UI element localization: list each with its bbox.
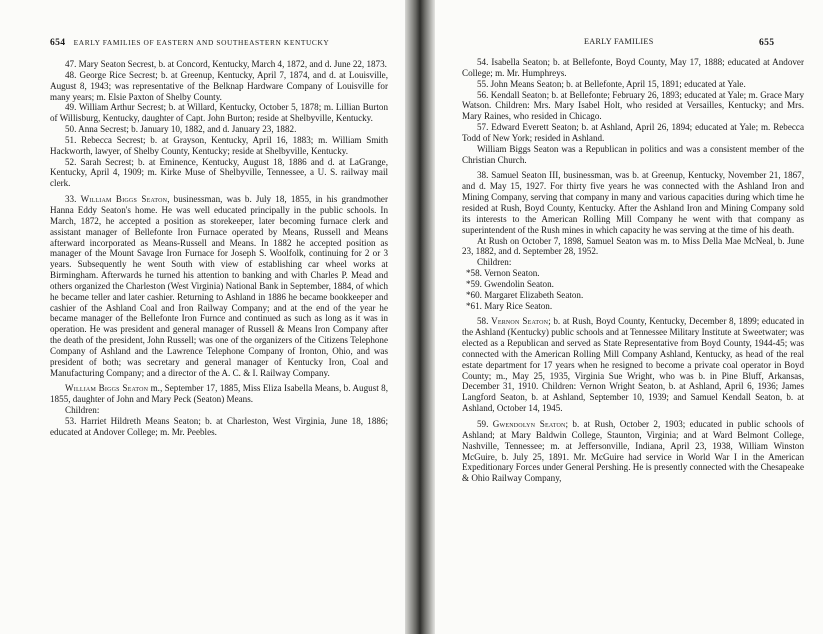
left-page-number: 654 <box>50 37 66 48</box>
children-list <box>462 268 804 311</box>
paragraph-58-name: Vernon Seaton <box>491 316 549 327</box>
paragraph-58-number: 58. <box>477 316 489 327</box>
paragraph-38: 38. Samuel Seaton III, businessman, was b. at Greenup, Kentucky, November 21, 1867, and d. May 15, 1927. For thirty five years he was connected with the Ashland Iron and Mining Company, serving that company in many and various capacities during which time he resided at Rush, Boyd County, Kentucky. After the Ashland Iron and Mining Company sold its interests to the American Rolling Mill Company he went with that company as superintendent of the Rush mines in which capacity he was serving at the time of his death. <box>462 170 804 235</box>
right-running-head: EARLY FAMILIES <box>584 37 654 46</box>
left-page <box>0 0 406 634</box>
marriage-rush-paragraph: At Rush on October 7, 1898, Samuel Seaton was m. to Miss Della Mae McNeal, b. June 23, 1882, and d. September 28, 1952. <box>462 235 804 257</box>
paragraph-51: 51. Rebecca Secrest; b. at Grayson, Kentucky, April 16, 1883; m. William Smith Hackworth, lawyer, of Shelby County, Kentucky; reside at Shelbyville, Kentucky. <box>50 134 388 156</box>
paragraph-53: 53. Harriet Hildreth Means Seaton; b. at Charleston, West Virginia, June 18, 1886; educated at Andover College; m. Mr. Peebles. <box>50 416 388 437</box>
right-page-number: 655 <box>759 37 775 48</box>
paragraph-56: 56. Kendall Seaton; b. at Bellefonte; February 26, 1893; educated at Yale; m. Grace Mary Watson. Children: Mrs. Mary Isabel Holt, who resided at Versailles, Kentucky; and Mrs. Mary Raines, who resided in Chicago. <box>462 89 804 122</box>
book-gutter <box>405 0 435 634</box>
paragraph-49: 49. William Arthur Secrest; b. at Willard, Kentucky, October 5, 1878; m. Lillian Burton of Willisburg, Kentucky, daughter of Capt. John Burton; reside at Shelbyville, Kentucky. <box>50 102 388 124</box>
paragraph-57: 57. Edward Everett Seaton; b. at Ashland, April 26, 1894; educated at Yale; m. Rebecca Todd of New York; resided in Ashland. <box>462 122 804 143</box>
left-page-header <box>50 37 329 48</box>
paragraph-55: 55. John Means Seaton; b. at Bellefonte, April 15, 1891; educated at Yale. <box>477 78 746 89</box>
paragraph-54: 54. Isabella Seaton; b. at Bellefonte, Boyd County, May 17, 1888; educated at Andover College; m. Mr. Humphreys. <box>462 57 804 78</box>
list-item: *61. Mary Rice Seaton. <box>466 300 553 311</box>
politics-paragraph: William Biggs Seaton was a Republican in politics and was a consistent member of the Christian Church. <box>462 143 804 165</box>
marriage-paragraph <box>50 383 388 405</box>
paragraph-33-number: 33. <box>65 194 77 205</box>
paragraph-33-body: , businessman, was b. July 18, 1855, in his grandmother Hanna Eddy Seaton's home. He was well educated principally in the public schools. In March, 1872, he accepted a position as storekeeper, later becoming furnace clerk and assistant manager of Bellefonte Iron Furnace operated by Means, Russell and Means afterward incorporated as Means-Russell and Means. In 1882 he accepted position as manager of the Mount Savage Iron Furnace for Joseph S. Woolfolk, continuing for 2 or 3 years. Subsequently he went South with view of establishing car wheel works at Birmingham. Afterwards he turned his attention to banking and with Charles P. Mead and others organized the Charleston (West Virginia) National Bank in September, 1884, of which he became teller and later cashier. Returning to Ashland in 1886 he became bookkeeper and cashier of the Ashland Coal and Iron Railway Company; and at the end of the year he became manager of the Bellefonte Iron Furnce and continued as such as long as it was in operation. He was president and general manager of Russell & Means Iron Company after the death of the president, John Russell; was one of the organizers of the Citizens Telephone Company of Ashland and the Lawrence Telephone Company of Ironton, Ohio, and was president of both; was secretary and general manager of Kentucky Iron, Coal and Manufacturing Company; and a director of the A. C. & I. Railway Company. <box>50 194 388 378</box>
list-item: *60. Margaret Elizabeth Seaton. <box>466 289 584 300</box>
paragraph-58 <box>462 316 804 414</box>
paragraph-59 <box>462 419 804 484</box>
marriage-body: m., September 17, 1885, Miss Eliza Isabella Means, b. August 8, 1855, daughter of John and Mary Peck (Seaton) Means. <box>50 383 388 405</box>
marriage-name: William Biggs Seaton <box>65 383 149 394</box>
list-item: *58. Vernon Seaton. <box>466 268 540 279</box>
paragraph-33 <box>50 194 388 378</box>
paragraph-59-body: ; b. at Rush, October 2, 1903; educated in public schools of Ashland; at Mary Baldwin College, Staunton, Virginia; and at Ward Belmont College, Nashville, Tennessee; m. at Jeffersonville, Indiana, April 23, 1938, William Winston McGuire, b. July 25, 1891. Mr. McGuire had service in World War I in the American Expeditionary Forces under General Pershing. He is presently connected with the Chesapeake & Ohio Railway Company, <box>462 419 805 484</box>
right-page-number-wrap <box>759 37 774 48</box>
children-label-left: Children: <box>65 405 100 416</box>
paragraph-52: 52. Sarah Secrest; b. at Eminence, Kentucky, August 18, 1886 and d. at LaGrange, Kentucky, April 4, 1909; m. Kirke Muse of Shelbyville, Tennessee, a U. S. railway mail clerk. <box>50 156 388 189</box>
left-running-head: EARLY FAMILIES OF EASTERN AND SOUTHEASTERN KENTUCKY <box>73 38 330 47</box>
list-item: *59. Gwendolin Seaton. <box>466 278 554 289</box>
children-label-right: Children: <box>477 257 512 268</box>
paragraph-48: 48. George Rice Secrest; b. at Greenup, Kentucky, April 7, 1874, and d. at Louisville, August 8, 1943; was representative of the Belknap Hardware Company of Louisville for many years; m. Elsie Paxton of Shelby County. <box>50 69 388 102</box>
right-page <box>434 0 823 634</box>
right-page-body <box>462 57 804 484</box>
paragraph-59-name: Gwendolyn Seaton <box>492 419 566 429</box>
paragraph-58-body: ; b. at Rush, Boyd County, Kentucky, December 8, 1899; educated in the Ashland (Kentucky) public schools and at Tennessee Military Institute at Sweetwater; was elected as a Republican and served as State Representative from Boyd County, 1944-45; was connected with the American Rolling Mill Company Ashland, Kentucky, as head of the real estate department for 17 years when he resigned to become a private coal operator in Boyd County; m., May 25, 1935, Virginia Sue Wright, who was b. in Pine Bluff, Arkansas, December 31, 1910. Children: Vernon Wright Seaton, b. at Ashland, April 6, 1936; James Langford Seaton, b. at Ashland, September 10, 1939; and Samuel Kendall Seaton, b. at Ashland, October 14, 1945. <box>462 316 804 414</box>
left-page-body <box>50 59 388 438</box>
paragraph-50: 50. Anna Secrest; b. January 10, 1882, and d. January 23, 1882. <box>65 124 297 135</box>
paragraph-33-name: William Biggs Seaton <box>80 194 168 205</box>
paragraph-59-number: 59. <box>477 419 489 429</box>
paragraph-47: 47. Mary Seaton Secrest, b. at Concord, Kentucky, March 4, 1872, and d. June 22, 1873. <box>65 59 387 69</box>
